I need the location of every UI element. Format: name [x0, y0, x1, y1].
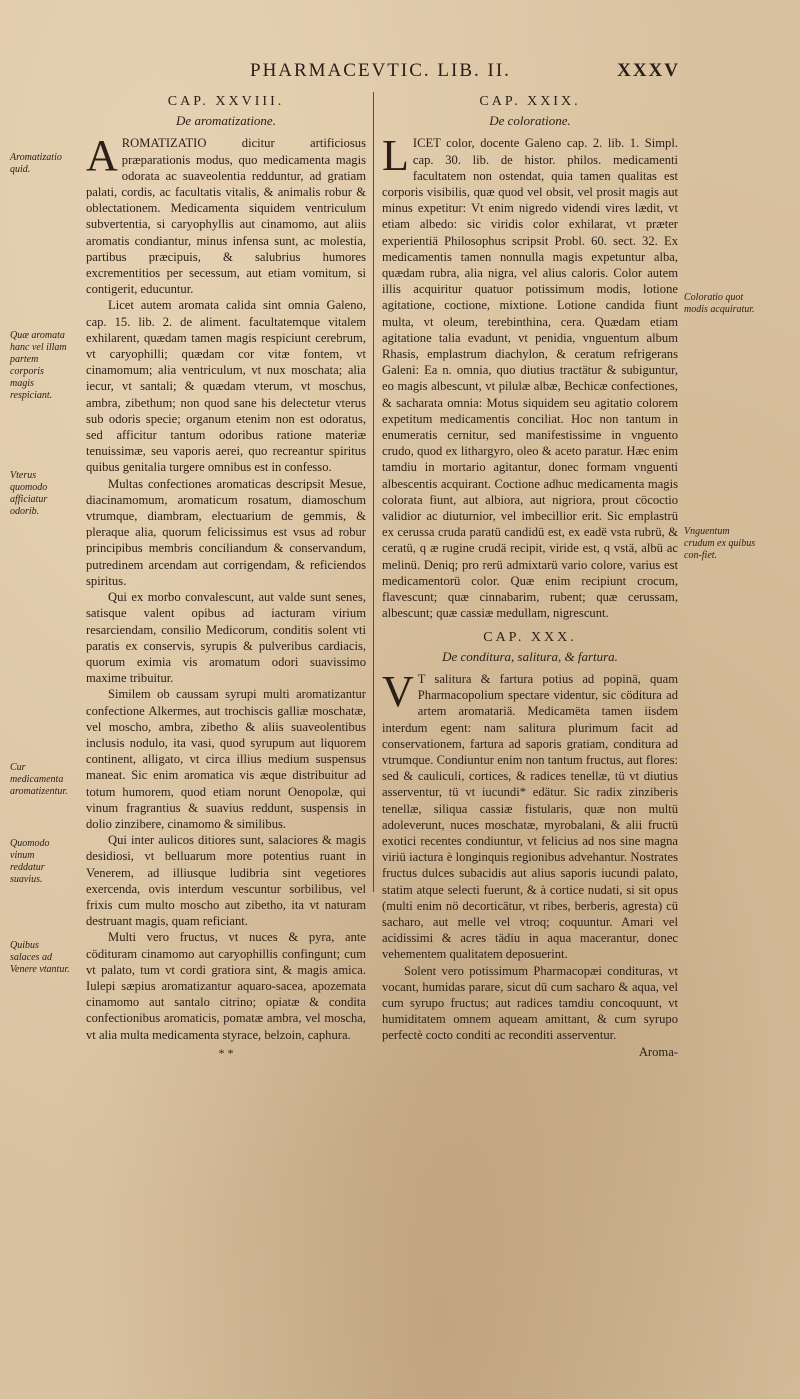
- margin-note-coloratio: Coloratio quot modis acquiratur.: [684, 292, 755, 315]
- chapter-28-paragraph-1-text: ROMATIZATIO dicitur artificiosus præparationis modus, quo medicamenta magis odorata ac suaveolentia redduntur, ad gratiam palati, cordis, ac facultatis vitalis, & animalis robur & oblectationem. Medicamenta siquidem ventriculum subvertentia, si caryophyllis aut cinamomo, aut aliis aromatis condiantur, minus infensa sunt, ac molestia, partibus præcipuis, & salubrius humores excrementitios per secessum, aut etiam vomitum, si contigerit, educuntur.: [86, 136, 366, 297]
- margin-note-vterus: Vterus quomodo afficiatur odorib.: [10, 470, 48, 517]
- chapter-28-paragraph-1: [86, 131, 366, 297]
- chapter-30-paragraph-1: [382, 666, 678, 963]
- margin-note-aromata-partes: Quæ aromata hanc vel illam partem corporis magis respiciant.: [10, 330, 67, 401]
- chapter-28-paragraph-4: Qui ex morbo convalescunt, aut valde sunt senes, satisque valent opibus ad iacturam virium resarciendam, consilio Medicorum, conditis solent vti paratis ex conservis, syrupis & pulveribus cardiacis, quorum eximia vis aromatum odori suavissimo maxime tribuitur.: [86, 590, 366, 686]
- chapter-28-paragraph-7: Multi vero fructus, vt nuces & pyra, ante cödituram cinamomo aut caryophillis confingunt; cum vt palato, tum vt cordi gratiora sint, & magis amica. Iulepi sæpius aromatizantur aquaro-sacea, apozemata cinamomo aut santalo citrino; opiatæ & condita confectionibus aromaticis, pomatæ ambra, vel moscha, vt alia multa medicamenta styrace, belzoin, caphura.: [86, 930, 366, 1042]
- chapter-29-title: CAP. XXIX.: [479, 94, 581, 109]
- chapter-30-title: CAP. XXX.: [483, 629, 577, 645]
- drop-cap: A: [86, 131, 118, 181]
- right-column: [382, 94, 678, 1060]
- chapter-28-subtitle: De aromatizatione.: [176, 113, 276, 129]
- chapter-30-paragraph-2: Solent vero potissimum Pharmacopæi condituras, vt vocant, humidas parare, sicut dü cum sacharo & aqua, vel cum syrupo fructus; aut radices tamdiu concoquunt, vt humiditatem omnem aqueam amittant, & cum syrupo perfectè cocto conditi ac reconditi asserventur.: [382, 963, 678, 1043]
- chapter-29-subtitle: De coloratione.: [489, 113, 571, 129]
- drop-cap: L: [382, 131, 409, 181]
- folio-number: XXXV: [617, 60, 680, 81]
- column-divider: [373, 92, 374, 892]
- chapter-30-subtitle: De conditura, salitura, & fartura.: [442, 648, 618, 664]
- chapter-30-paragraph-1-text: T salitura & fartura potius ad popinä, quam Pharmacopolium spectare videntur, sic cöditura ad artem aromatariä. Medicamëta tamen iisdem interdum egent: nam salitura plurimum facit ad conservationem, fartura ad saporis gratiam, conditura ad vtrumque. Condiuntur enim non tantum fructus, aut flores: sed & cauliculi, cortices, & radices tenellæ, tü vt diutius asserventur, tü vt iucundi* edätur. Sic radix zinziberis tenellæ, siliqua cassiæ fistularis, quæ non multü adoleverunt, nuces moschatæ, myrobalani, & alii fructü exotici recentes condiuntur, vt felicius ad nos sine magna viriü iactura è longinquis regionibus advehantur. Nostrates fructus dulces subacidis aut alius saporis iucundi palato, statim atque selecti fuerunt, & à cortice nudati, si sit opus (multi enim nö decorticätur, vt ribes, berberis, agresta) cü sacharo, aut melle vel vtroq; coquuntur. Amari vel acidissimi & acres tädiu in aqua macerantur, donec vehementem qualitatem deposuerint.: [382, 671, 678, 962]
- left-column: [86, 94, 366, 1061]
- chapter-28-paragraph-6: Qui inter aulicos ditiores sunt, salaciores & magis desidiosi, vt belluarum more potentius ruant in Venerem, ad illiusque ludibria sint vegetiores exercenda, ovis interdum vescuntur sorbilibus, vel frixis cum multo moscho aut zibetho, ita vt naturam destruant magis, quam reficiant.: [86, 833, 366, 929]
- margin-note-aromatizatio: Aromatizatio quid.: [10, 152, 62, 175]
- margin-note-cur-aromatizentur: Cur medicamenta aromatizentur.: [10, 762, 68, 797]
- margin-note-vnguentum-crudum: Vnguentum crudum ex quibus con-fiet.: [684, 526, 756, 561]
- chapter-28-title: CAP. XXVIII.: [167, 94, 285, 109]
- catchword: Aroma-: [638, 1044, 678, 1059]
- drop-cap: V: [382, 666, 414, 716]
- chapter-29-paragraph-1-text: ICET color, docente Galeno cap. 2. lib. 1. Simpl. cap. 30. lib. de histor. philos. medicamenti facultatem non ostendat, quia tamen qualitas est corporis visibilis, quæ quod vel obsit, vel prosit magis aut minus expetitur: Vt enim nigredo videndi vires lædit, vt etiam albedo: sic viridis color exhilarat, vt præter experientiä Philosophus scripsit Probl. 60. sect. 32. Ex medicamentis tamen nonnulla magis expetuntur alba, quædam rubra, alia nigra, vel alius caloris. Color autem illis acquiritur quatuor potissimum modis, lotione agitatione, coctione, mixtione. Lotione candida fiunt multa, vt oleum, terebinthina, cera. Quædam etiam agitatione talia evadunt, vt penidia, vnguentum album Rhasis, emplastrum diachylon, & ceratum refrigerans Galeni: Ea n. omnia, quo diutius tractätur & subiguntur, eo magis albescunt, vt pilulæ albæ, Bechicæ confectiones, & sacharata omnia: Motus siquidem seu agitatio colorem expetitum medicamentis conciliat. Hoc non tantum in enumeratis cernitur, sed manifestissime in vnguento crudo, quod ex lithargyro, oleo & aceto paratur. Hæc enim tamdiu in mortario agitantur, donec formam vnguenti albescentis acquirant. Coctione adhuc medicamenta magis colorata fiunt, aut albiora, aut nigriora, prout cöcoctio validior ac diuturnior, vel imbecillior erit. Sic emplastrü ex cerussa cruda paratü candidü est, ex eadë vsta rubrü, & ceratü, q æ rugine crudä recipit, viride est, q vstä, albü ac melinü. Deniq; pro rerü admixtarü vario colore, varius est medicamentorü color. Quæ enim recipiunt crocum, flavescunt; quæ cinnabarim, rubent; quæ cerussam, albescunt; quæ cassiæ medullam, nigrescunt.: [382, 136, 678, 621]
- chapter-28-paragraph-5: Similem ob caussam syrupi multi aromatizantur confectione Alkermes, aut trochiscis galliæ moschatæ, vel moscho, ambra, zibetho & aliis suaveolentibus inclusis nodulo, ita vasi, quod syrupum aut liquorem continent, alligato, vt circa illius medium suspensus maneat. Sic enim aromatica vis æque distribuitur ad totum humorem, quod etiam norunt Oenopolæ, qui vinum fragrantius & suavius reddunt, suspensis in dolio zinzibere, cinamomo & similibus.: [86, 687, 366, 831]
- spacer: [382, 622, 678, 630]
- header-title: PHARMACEVTIC. LIB. II.: [250, 60, 511, 81]
- margin-note-vinum-suavius: Quomodo vinum reddatur suavius.: [10, 838, 50, 885]
- chapter-29-paragraph-1: [382, 131, 678, 621]
- margin-note-salaces: Quibus salaces ad Venere vtantur.: [10, 940, 70, 975]
- chapter-28-paragraph-2: Licet autem aromata calida sint omnia Galeno, cap. 15. lib. 2. de aliment. facultatemque vitalem exhilarent, quædam tamen magis respiciunt cerebrum, vt caryophilli; quædam cor vitæ fontem, vt cinamomum; alia ventriculum, vt nux moschata; alia iecur, vt santali; & quædam vterum, vt moschus, ambra, zibethum; non quod sane his delectetur vterus sub odoris specie; organum etenim non est odoratus, sed afficitur tantum odoribus ratione materiæ tenuissimæ, seu vaporis aerei, quo recreantur spiritus quibus genitalia turgere omnibus est in confesso.: [86, 298, 366, 475]
- chapter-28-paragraph-3: Multas confectiones aromaticas descripsit Mesue, diacinamomum, aromaticum rosatum, diamoschum vtrumque, diambram, electuarium de gemmis, & pleraque alia, quorum felicissimus est vsus ad robur principibus membris conciliandum & conservandum, putredinem arcendam aut corrigendam, & reficiendos spiritus.: [86, 476, 366, 588]
- end-ornament: * *: [218, 1045, 234, 1060]
